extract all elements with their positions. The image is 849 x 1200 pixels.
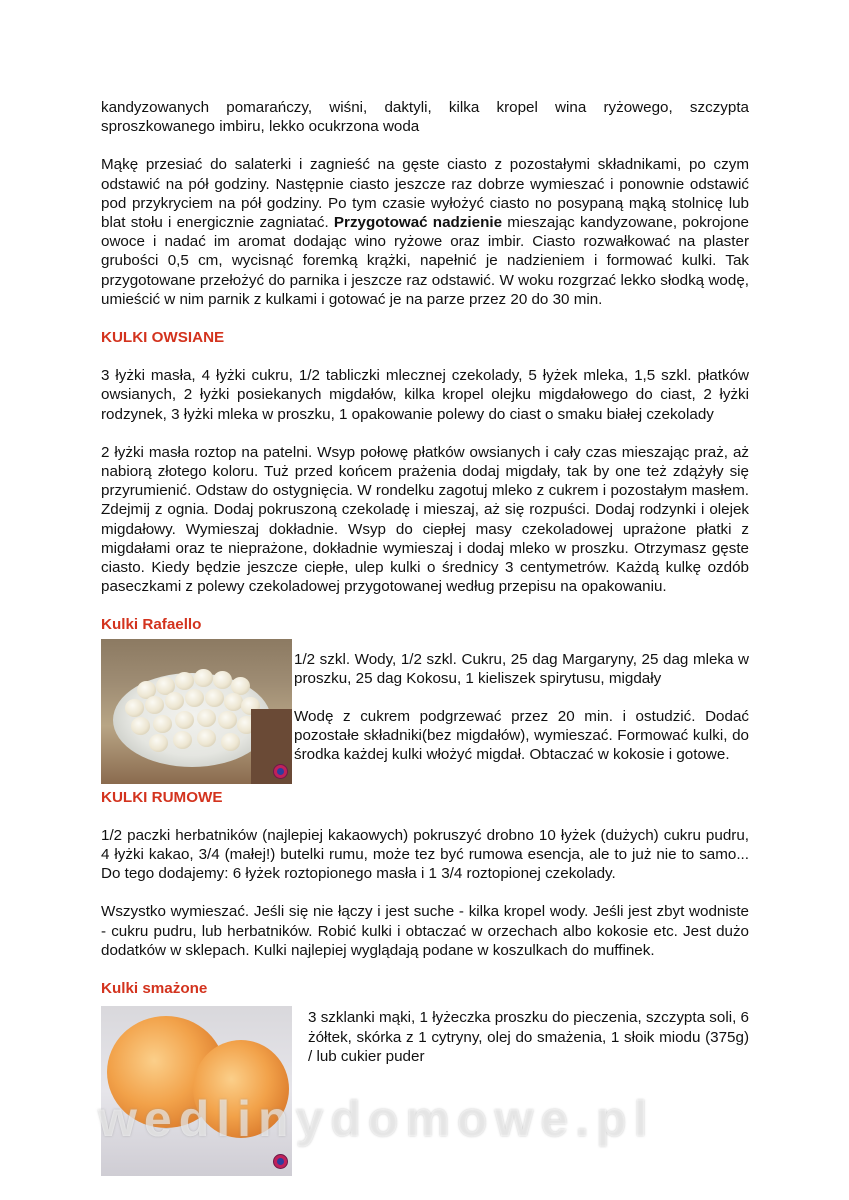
smazone-title: Kulki smażone	[101, 980, 208, 998]
coconut-ball-22	[197, 729, 216, 747]
zoom-icon[interactable]	[273, 764, 288, 779]
rafaello-method: Wodę z cukrem podgrzewać przez 20 min. i ostudzić. Dodać pozostałe składniki(bez migdałów), wymieszać. Formować kulki, do środka każdej kulki włożyć migdał. Obtaczać w kokosie i gotowe.	[294, 708, 749, 764]
watermark: wedlinydomowe.pl	[98, 1091, 655, 1147]
coconut-ball-11	[205, 689, 224, 707]
intro-method-part2: mieszając kandyzowane, pokrojone owoce i nadać im aromat dodając wino ryżowe oraz imbir. Ciasto rozwałkować na plaster grubości 0,5 cm, wycisnąć foremką krążki, napełnić je nadzieniem i formować kulki. Tak przygotowane przełożyć do parnika i jeszcze raz odstawić. W woku rozgrzać lekko słodką wodę, umieścić w nim parnik z kulkami i gotować je na parze przez 20 do 30 min.	[101, 214, 749, 308]
coconut-ball-17	[197, 709, 216, 727]
rafaello-title: Kulki Rafaello	[101, 616, 202, 634]
coconut-ball-21	[173, 731, 192, 749]
rafaello-text	[294, 639, 749, 765]
zoom-icon-2[interactable]	[273, 1154, 288, 1169]
coconut-ball-12	[224, 693, 243, 711]
rumowe-ingredients: 1/2 paczki herbatników (najlepiej kakaowych) pokruszyć drobno 10 łyżek (dużych) cukru pudru, 4 łyżki kakao, 3/4 (małej!) butelki rumu, może tez być rumowa esencja, ale to już nie to samo... Do tego dodajemy: 6 łyżek roztopionego masła i 1 3/4 roztopionej czekolady.	[101, 826, 749, 883]
smazone-ingredients: 3 szklanki mąki, 1 łyżeczka proszku do pieczenia, szczypta soli, 6 żółtek, skórka z 1 cytryny, olej do smażenia, 1 słoik miodu (375g) / lub cukier puder	[308, 1009, 749, 1065]
intro-method-bold: Przygotować nadzienie	[333, 214, 503, 232]
coconut-ball-7	[125, 699, 144, 717]
coconut-ball-20	[149, 734, 168, 752]
rafaello-photo	[101, 639, 292, 784]
intro-ingredients: kandyzowanych pomarańczy, wiśni, daktyli, kilka kropel wina ryżowego, szczypta sproszkowanego imbiru, lekko ocukrzona woda	[101, 99, 749, 136]
coconut-ball-5	[213, 671, 232, 689]
rumowe-title: KULKI RUMOWE	[101, 788, 223, 806]
coconut-ball-9	[165, 692, 184, 710]
rumowe-method: Wszystko wymieszać. Jeśli się nie łączy i jest suche - kilka kropel wody. Jeśli jest zbyt wodniste - cukru pudru, lub herbatników. Robić kulki i obtaczać w orzechach albo kokosie etc. Jest dużo dodatków w sklepach. Kulki najlepiej wyglądają podane w koszulkach do muffinek.	[101, 903, 749, 959]
coconut-ball-6	[231, 677, 250, 695]
coconut-ball-3	[175, 672, 194, 690]
document-page	[101, 98, 749, 1176]
coconut-ball-18	[218, 711, 237, 729]
rafaello-ingredients: 1/2 szkl. Wody, 1/2 szkl. Cukru, 25 dag Margaryny, 25 dag mleka w proszku, 25 dag Kokosu, 1 kieliszek spirytusu, migdały	[294, 650, 749, 687]
coconut-ball-16	[175, 711, 194, 729]
owsiane-ingredients: 3 łyżki masła, 4 łyżki cukru, 1/2 tabliczki mlecznej czekolady, 5 łyżek mleka, 1,5 szkl. płatków owsianych, 2 łyżki posiekanych migdałów, kilka kropel olejku migdałowego do ciast, 2 łyżki rodzynek, 3 łyżki mleka w proszku, 1 opakowanie polewy do ciast o smaku białej czekolady	[101, 367, 749, 423]
smazone-text	[308, 1006, 749, 1066]
rafaello-section	[101, 639, 749, 784]
coconut-ball-15	[153, 715, 172, 733]
coconut-ball-14	[131, 717, 150, 735]
owsiane-title: KULKI OWSIANE	[101, 329, 225, 347]
intro-method-part1: Mąkę przesiać do salaterki i zagnieść na gęste ciasto z pozostałymi składnikami, po czym odstawić na pół godziny. Następnie ciasto jeszcze raz dobrze wymieszać i ponownie odstawić pod przykryciem na pół godziny. Po tym czasie wyłożyć ciasto no posypaną mąką stolnicę lub blat stołu i energicznie zagniatać.	[101, 156, 749, 232]
coconut-ball-23	[221, 733, 240, 751]
coconut-ball-8	[145, 696, 164, 714]
intro-method	[101, 155, 749, 309]
coconut-ball-4	[194, 669, 213, 687]
owsiane-method: 2 łyżki masła roztop na patelni. Wsyp połowę płatków owsianych i cały czas mieszając praż, aż nabiorą złotego koloru. Tuż przed końcem prażenia dodaj migdały, tak by one też zdążyły się przyrumienić. Odstaw do ostygnięcia. W rondelku zagotuj mleko z cukrem i pozostałym masłem. Zdejmij z ognia. Dodaj pokruszoną czekoladę i mieszaj, aż się rozpuści. Dodaj rodzynki i olejek migdałowy. Wymieszaj dokładnie. Wsyp do ciepłej masy czekoladowej uprażone płatki z migdałami oraz te nieprażone, dokładnie wymieszaj i dodaj mleko w proszku. Otrzymasz gęste ciasto. Kiedy będzie jeszcze ciepłe, ulep kulki o średnicy 3 centymetrów. Każdą kulkę ozdób paseczkami z polewy czekoladowej przygotowanej według przepisu na opakowaniu.	[101, 443, 749, 596]
coconut-ball-10	[185, 689, 204, 707]
